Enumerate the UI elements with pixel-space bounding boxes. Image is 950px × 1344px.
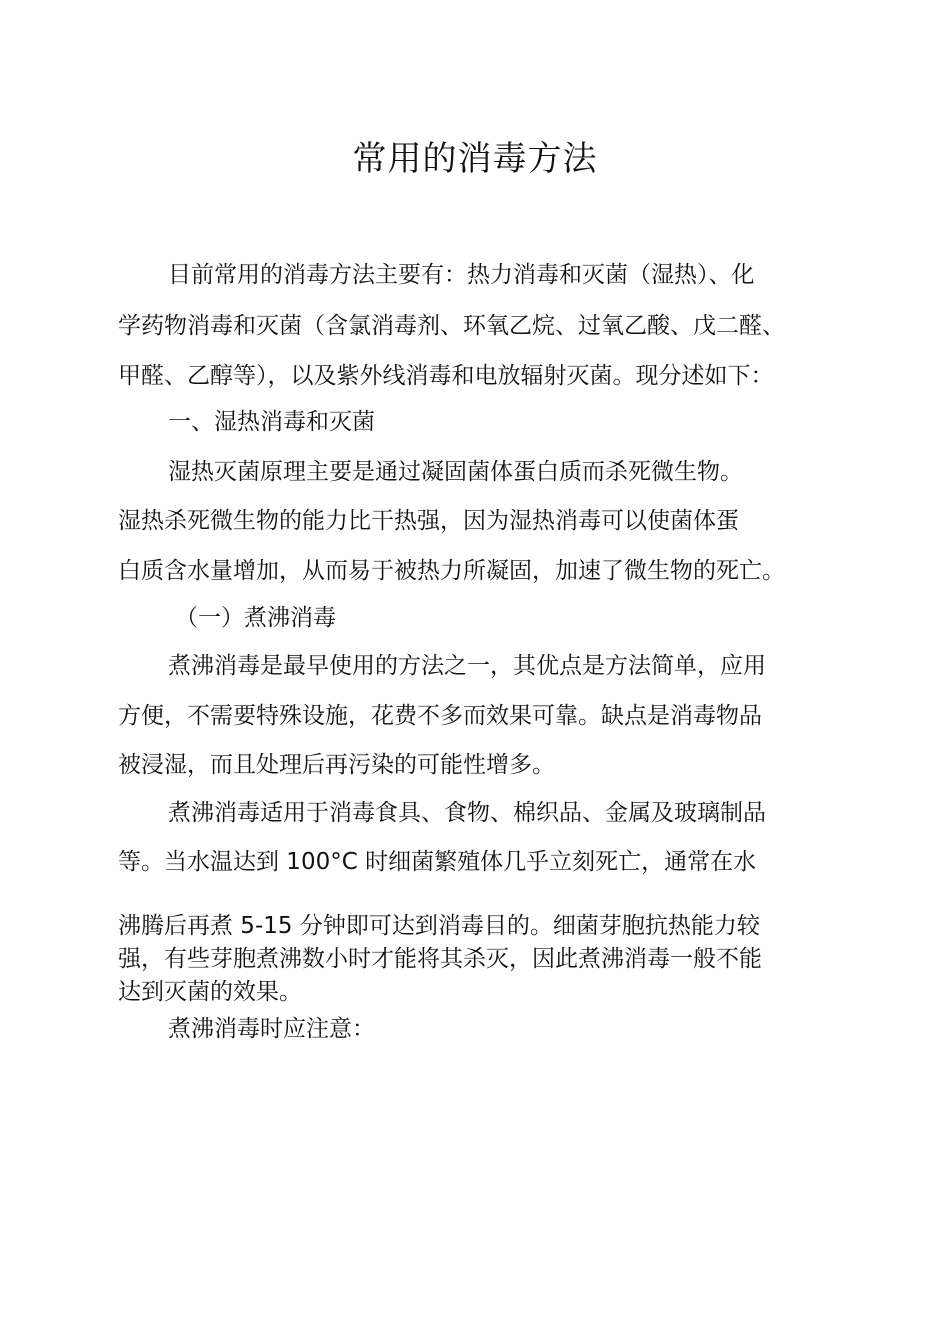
document-title: 常用的消毒方法 xyxy=(352,139,598,179)
paragraph-line: 目前常用的消毒方法主要有：热力消毒和灭菌（湿热）、化 xyxy=(168,262,755,288)
paragraph-line: 方便，不需要特殊设施，花费不多而效果可靠。缺点是消毒物品 xyxy=(118,703,762,729)
section-heading: 一、湿热消毒和灭菌 xyxy=(168,409,375,435)
paragraph-line: 煮沸消毒时应注意： xyxy=(168,1016,375,1042)
paragraph-line: 甲醛、乙醇等），以及紫外线消毒和电放辐射灭菌。现分述如下： xyxy=(118,363,774,389)
paragraph-line: 达到灭菌的效果。 xyxy=(118,979,302,1005)
paragraph-line: 湿热杀死微生物的能力比干热强，因为湿热消毒可以使菌体蛋 xyxy=(118,508,739,534)
paragraph-line: 白质含水量增加，从而易于被热力所凝固，加速了微生物的死亡。 xyxy=(118,558,785,584)
paragraph-line: 等。当水温达到 100°C 时细菌繁殖体几乎立刻死亡，通常在水 xyxy=(118,849,757,875)
paragraph-line: 学药物消毒和灭菌（含氯消毒剂、环氧乙烷、过氧乙酸、戊二醛、 xyxy=(118,313,785,339)
paragraph-line: 煮沸消毒适用于消毒食具、食物、棉织品、金属及玻璃制品 xyxy=(168,800,766,826)
paragraph-line: 煮沸消毒是最早使用的方法之一，其优点是方法简单，应用 xyxy=(168,653,766,679)
subsection-heading: （一）煮沸消毒 xyxy=(175,605,336,631)
paragraph-line: 被浸湿，而且处理后再污染的可能性增多。 xyxy=(118,752,555,778)
paragraph-line: 湿热灭菌原理主要是通过凝固菌体蛋白质而杀死微生物。 xyxy=(168,459,743,485)
paragraph-line: 沸腾后再煮 5-15 分钟即可达到消毒目的。细菌芽胞抗热能力较 xyxy=(118,913,760,939)
paragraph-line: 强，有些芽胞煮沸数小时才能将其杀灭，因此煮沸消毒一般不能 xyxy=(118,946,762,972)
